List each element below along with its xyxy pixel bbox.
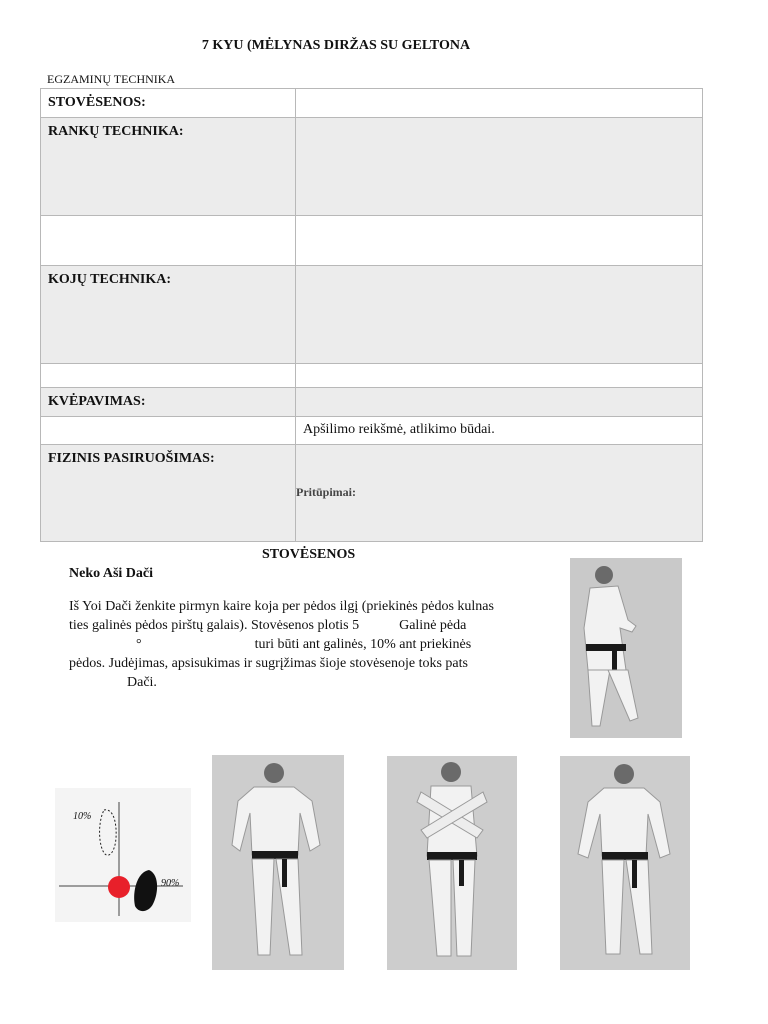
- back-foot-weight-label: 90%: [161, 878, 180, 889]
- hand-technique-label: RANKŲ TECHNIKA:: [41, 118, 296, 216]
- table-cell: [41, 216, 296, 266]
- table-row: [41, 364, 703, 388]
- weight-distribution-diagram: [55, 788, 191, 922]
- description-text: ties galinės pėdos pirštų galais). Stovėsenos plotis 5: [69, 618, 360, 633]
- table-cell: [296, 364, 703, 388]
- fists-down-photo: [560, 756, 690, 970]
- description-line: pėdos. Judėjimas, apsisukimas ir sugrįžimas šioje stovėsenoje toks pats: [69, 656, 468, 671]
- warmup-note: Apšilimo reikšmė, atlikimo būdai.: [296, 417, 703, 445]
- front-foot-weight-label: 10%: [73, 811, 92, 822]
- section-title: STOVĖSENOS: [262, 547, 356, 562]
- description-text: turi būti ant galinės, 10%: [254, 637, 396, 652]
- crossed-arms-photo: [387, 756, 517, 970]
- table-cell: [296, 445, 703, 542]
- neko-ashi-dachi-photo: [570, 558, 682, 738]
- table-row: [41, 266, 703, 364]
- table-row: [41, 118, 703, 216]
- table-cell: [296, 216, 703, 266]
- breathing-label: KVĖPAVIMAS:: [41, 388, 296, 417]
- table-cell: [296, 89, 703, 118]
- description-text: ant priekinės: [399, 637, 472, 652]
- table-row: [41, 388, 703, 417]
- stance-name: Neko Aši Dači: [69, 566, 153, 581]
- description-line: [69, 635, 547, 654]
- exam-subheading: EGZAMINŲ TECHNIKA: [47, 72, 176, 86]
- description-line: Dači.: [127, 675, 157, 690]
- table-cell: [41, 417, 296, 445]
- exam-table: [40, 88, 703, 542]
- table-cell: [41, 364, 296, 388]
- leg-technique-label: KOJŲ TECHNIKA:: [41, 266, 296, 364]
- table-cell: [296, 388, 703, 417]
- table-row: [41, 445, 703, 542]
- degree-symbol: °: [136, 637, 142, 652]
- description-line: [69, 616, 547, 635]
- table-cell: [296, 118, 703, 216]
- ready-stance-photo: [212, 755, 344, 970]
- weight-marker-icon: [108, 876, 130, 898]
- page-title: 7 KYU (MĖLYNAS DIRŽAS SU GELTONA: [201, 38, 471, 53]
- squats-label: Pritūpimai:: [296, 485, 356, 499]
- table-row: [41, 417, 703, 445]
- description-text: Galinė pėda: [399, 618, 467, 633]
- table-cell: [296, 266, 703, 364]
- stance-description: [69, 597, 547, 692]
- physical-fitness-label: FIZINIS PASIRUOŠIMAS:: [41, 445, 296, 542]
- table-row: [41, 216, 703, 266]
- table-row: [41, 89, 703, 118]
- description-line: Iš Yoi Dači ženkite pirmyn kaire koja per pėdos ilgį (priekinės pėdos kulnas: [69, 599, 494, 614]
- stances-label: STOVĖSENOS:: [41, 89, 296, 118]
